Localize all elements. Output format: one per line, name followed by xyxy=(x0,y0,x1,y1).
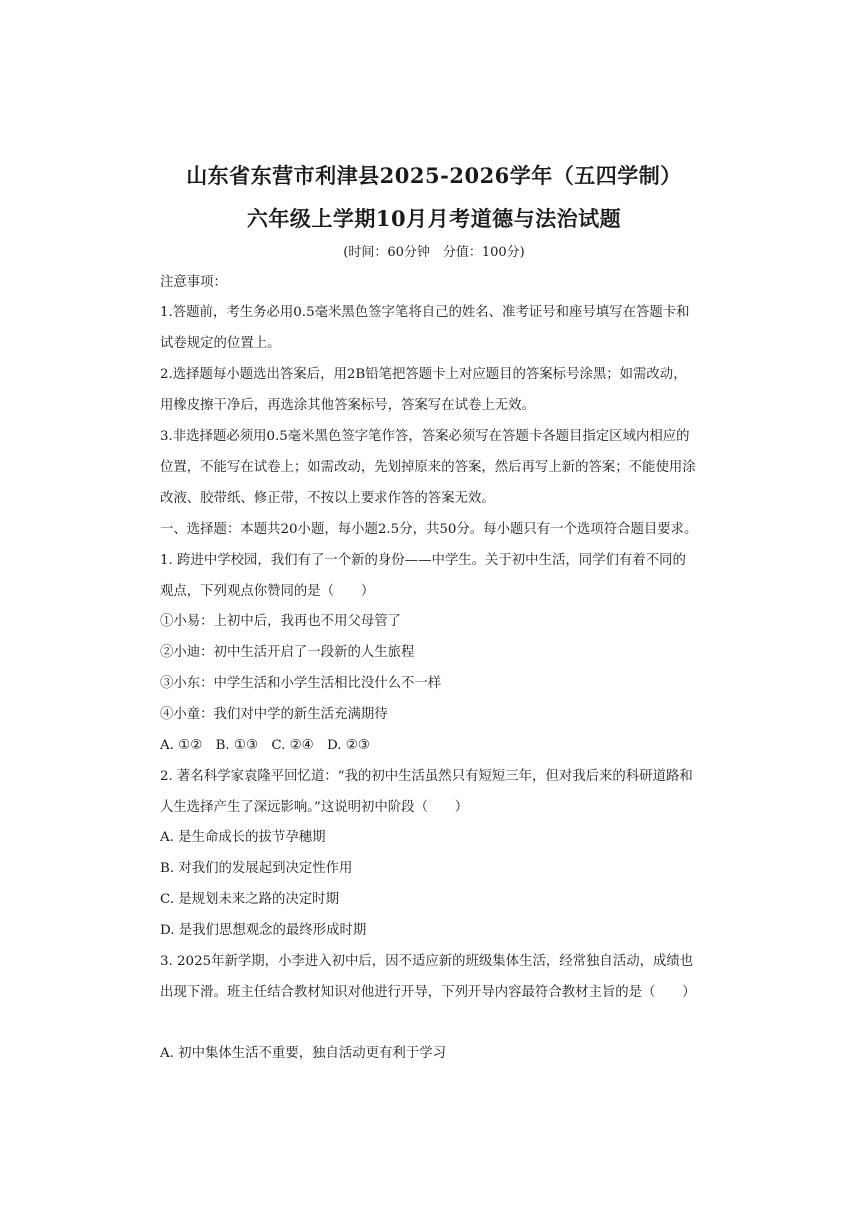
question-1-stem-line1: 1. 跨进中学校园，我们有了一个新的身份——中学生。关于初中生活，同学们有着不同的 xyxy=(160,553,686,568)
question-1-statement-1: ①小易：上初中后，我再也不用父母管了 xyxy=(160,614,402,629)
question-2-stem-line2: 人生选择产生了深远影响。”这说明初中阶段（ ） xyxy=(160,800,469,815)
question-2-option-a: A. 是生命成长的拔节孕穗期 xyxy=(160,830,326,845)
question-2-option-b: B. 对我们的发展起到决定性作用 xyxy=(160,861,353,876)
notice-heading: 注意事项： xyxy=(160,275,227,290)
notice-2-line1: 2.选择题每小题选出答案后，用2B铅笔把答题卡上对应题目的答案标号涂黑；如需改动， xyxy=(160,367,687,382)
question-1-statement-2: ②小迪：初中生活开启了一段新的人生旅程 xyxy=(160,645,415,660)
question-2-option-c: C. 是规划未来之路的决定时期 xyxy=(160,892,339,907)
notice-3-line2: 位置，不能写在试卷上；如需改动，先划掉原来的答案，然后再写上新的答案；不能使用涂 xyxy=(160,460,696,475)
exam-title-line1: 山东省东营市利津县2025-2026学年（五四学制） xyxy=(186,163,682,188)
notice-3-line3: 改液、胶带纸、修正带，不按以上要求作答的答案无效。 xyxy=(160,491,495,506)
question-2-option-d: D. 是我们思想观念的最终形成时期 xyxy=(160,923,367,938)
section-heading: 一、选择题：本题共20小题，每小题2.5分，共50分。每小题只有一个选项符合题目要求。 xyxy=(160,522,698,537)
question-3-stem-line2: 出现下滑。班主任结合教材知识对他进行开导，下列开导内容最符合教材主旨的是（ ） xyxy=(160,985,696,1000)
question-1-statement-4: ④小童：我们对中学的新生活充满期待 xyxy=(160,707,388,722)
notice-2-line2: 用橡皮擦干净后，再选涂其他答案标号，答案写在试卷上无效。 xyxy=(160,398,535,413)
notice-1-line2: 试卷规定的位置上。 xyxy=(160,336,281,351)
question-1-statement-3: ③小东：中学生活和小学生活相比没什么不一样 xyxy=(160,676,442,691)
question-1-stem-line2: 观点，下列观点你赞同的是（ ） xyxy=(160,584,375,599)
question-3-option-a: A. 初中集体生活不重要，独自活动更有利于学习 xyxy=(160,1046,446,1061)
notice-1-line1: 1.答题前，考生务必用0.5毫米黑色签字笔将自己的姓名、准考证号和座号填写在答题卡和 xyxy=(160,305,690,320)
exam-title-line2: 六年级上学期10月月考道德与法治试题 xyxy=(246,206,622,231)
question-3-stem-line1: 3. 2025年新学期，小李进入初中后，因不适应新的班级集体生活，经常独自活动，成绩也 xyxy=(160,954,694,969)
notice-3-line1: 3.非选择题必须用0.5毫米黑色签字笔作答，答案必须写在答题卡各题目指定区域内相应的 xyxy=(160,429,690,444)
question-2-stem-line1: 2. 著名科学家袁隆平回忆道：“我的初中生活虽然只有短短三年，但对我后来的科研道路和 xyxy=(160,769,693,784)
question-1-choices: A. ①② B. ①③ C. ②④ D. ②③ xyxy=(160,738,370,753)
exam-time-score: (时间：60分钟 分值：100分) xyxy=(343,245,525,260)
